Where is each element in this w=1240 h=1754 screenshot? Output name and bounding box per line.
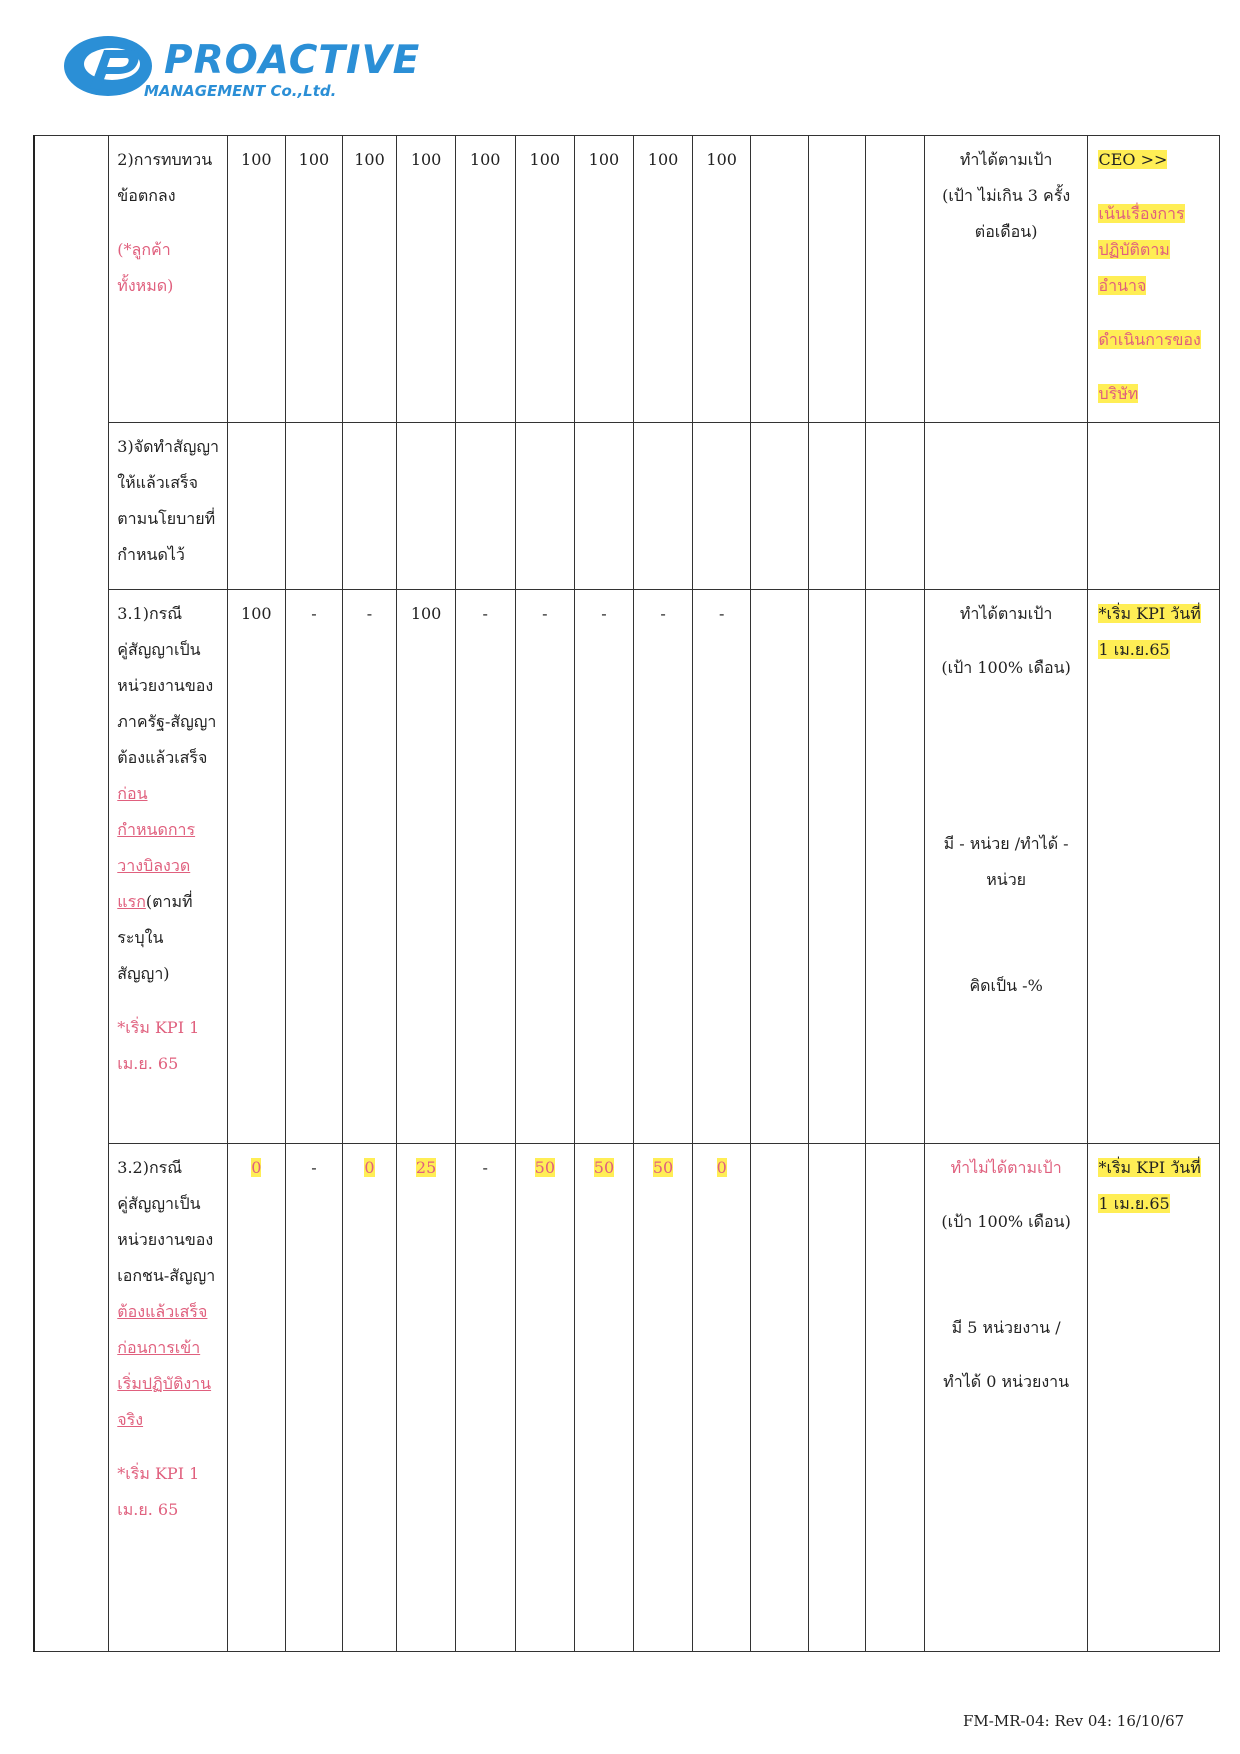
value-cell: 100 [693,136,751,423]
topic-line: กำหนดไว้ [117,545,185,564]
table-row [34,136,1220,423]
value-cell [455,423,515,590]
topic-emphasis: จริง [117,1410,144,1429]
result-line: (เป้า 100% เดือน) [941,1212,1071,1231]
result-line: หน่วย [986,870,1027,889]
value-cell: 100 [397,136,456,423]
value-cell [750,423,808,590]
value-cell: - [286,590,343,1144]
value-cell [342,423,397,590]
result-line: ต่อเดือน) [974,222,1038,241]
form-code: FM-MR-04: Rev 04: 16/10/67 [963,1712,1185,1730]
value-cell: 100 [227,590,286,1144]
note-line: *เริ่ม KPI วันที่ [1098,604,1201,623]
value-cell: - [693,590,751,1144]
topic-line: ระบุใน [117,928,164,947]
topic-cell [109,590,227,1144]
value-cell: - [633,590,693,1144]
result-fail: ทำไม่ได้ตามเป้า [950,1158,1062,1177]
note-cell [1088,423,1220,590]
value-cell: 100 [227,136,286,423]
note-lead: CEO >> [1098,150,1168,169]
value-highlight: 50 [652,1158,674,1177]
topic-line: ข้อตกลง [117,186,176,205]
value-highlight: 25 [415,1158,437,1177]
value-highlight: 0 [716,1158,727,1177]
value-cell [227,423,286,590]
topic-line: ตามนโยบายที่ [117,509,216,528]
blank-category-cell [34,136,109,1652]
topic-emphasis: ต้องแล้วเสร็จ [117,1302,208,1321]
topic-cell [109,1144,227,1652]
value-cell [633,1144,693,1652]
value-highlight: 0 [251,1158,262,1177]
result-cell [924,590,1088,1144]
value-cell: 100 [286,136,343,423]
result-cell [924,136,1088,423]
value-cell [866,136,925,423]
note-line: 1 เม.ย.65 [1098,1194,1170,1213]
value-cell [693,1144,751,1652]
value-cell: 100 [515,136,575,423]
table-row [34,423,1220,590]
kpi-start-note: *เริ่ม KPI 1 [117,1464,200,1483]
note-cell [1088,1144,1220,1652]
note-cell [1088,136,1220,423]
result-line: (เป้า 100% เดือน) [941,658,1071,677]
value-cell [750,590,808,1144]
value-cell [808,1144,866,1652]
topic-line: ให้แล้วเสร็จ [117,473,198,492]
result-line: ทำได้ 0 หน่วยงาน [943,1372,1070,1391]
value-cell [515,1144,575,1652]
topic-line: 3)จัดทำสัญญา [117,437,220,456]
value-cell: 100 [397,590,456,1144]
value-cell: 100 [455,136,515,423]
value-cell: 100 [342,136,397,423]
value-cell: - [455,590,515,1144]
value-cell [397,1144,456,1652]
topic-line: คู่สัญญาเป็น [117,1194,201,1213]
value-cell: - [286,1144,343,1652]
note-line: ดำเนินการของ [1098,330,1201,349]
result-line: ทำได้ตามเป้า [959,150,1053,169]
topic-line: 3.2)กรณี [117,1158,183,1177]
topic-line: หน่วยงานของ [117,1230,214,1249]
company-name: PROACTIVE [164,38,421,83]
value-cell [808,590,866,1144]
value-cell: - [575,590,634,1144]
value-cell [866,590,925,1144]
result-cell [924,423,1088,590]
note-line: *เริ่ม KPI วันที่ [1098,1158,1201,1177]
note-line: ปฏิบัติตาม [1098,240,1170,259]
value-cell [515,423,575,590]
value-cell: 100 [633,136,693,423]
value-cell [866,423,925,590]
value-highlight: 50 [593,1158,615,1177]
value-cell: - [342,590,397,1144]
value-cell [808,423,866,590]
value-cell [808,136,866,423]
value-cell [227,1144,286,1652]
topic-emphasis: ก่อน [117,784,148,803]
value-cell: 100 [575,136,634,423]
note-cell [1088,590,1220,1144]
topic-emphasis: ก่อนการเข้า [117,1338,201,1357]
topic-line: หน่วยงานของ [117,676,214,695]
value-cell: - [515,590,575,1144]
note-line: อำนาจ [1098,276,1147,295]
result-cell [924,1144,1088,1652]
kpi-start-note: *เริ่ม KPI 1 [117,1018,200,1037]
topic-line: ภาครัฐ-สัญญา [117,712,217,731]
value-cell [342,1144,397,1652]
result-line: มี 5 หน่วยงาน / [951,1318,1061,1337]
value-cell [633,423,693,590]
kpi-table [33,135,1220,1652]
topic-emphasis: กำหนดการ [117,820,196,839]
result-line: มี - หน่วย /ทำได้ - [943,834,1069,853]
result-line: (เป้า ไม่เกิน 3 ครั้ง [942,186,1071,205]
topic-note: (*ลูกค้า [117,240,171,259]
note-line: บริษัท [1098,384,1139,403]
table-row [34,590,1220,1144]
value-cell [575,1144,634,1652]
topic-cell [109,136,227,423]
value-cell [750,136,808,423]
value-highlight: 50 [534,1158,555,1177]
topic-note: ทั้งหมด) [117,276,174,295]
topic-line: 2)การทบทวน [117,150,213,169]
topic-line: ต้องแล้วเสร็จ [117,748,208,767]
company-subtitle: MANAGEMENT Co.,Ltd. [144,82,337,100]
table-row [34,1144,1220,1652]
result-line: ทำได้ตามเป้า [959,604,1053,623]
note-line: 1 เม.ย.65 [1098,640,1170,659]
kpi-start-note: เม.ย. 65 [117,1054,179,1073]
value-cell [750,1144,808,1652]
result-line: คิดเป็น -% [969,976,1043,995]
value-cell: - [455,1144,515,1652]
topic-emphasis: วางบิลงวด [117,856,191,875]
topic-emphasis: เริ่มปฏิบัติงาน [117,1374,212,1393]
topic-line: เอกชน-สัญญา [117,1266,216,1285]
topic-line: สัญญา) [117,964,170,983]
note-line: เน้นเรื่องการ [1098,204,1185,223]
company-logo [60,28,421,108]
topic-emphasis: แรก [117,892,146,911]
value-cell [575,423,634,590]
topic-line: คู่สัญญาเป็น [117,640,201,659]
value-cell [286,423,343,590]
value-cell [397,423,456,590]
topic-line: (ตามที่ [145,892,193,911]
value-cell [866,1144,925,1652]
topic-line: 3.1)กรณี [117,604,183,623]
kpi-start-note: เม.ย. 65 [117,1500,179,1519]
value-highlight: 0 [364,1158,375,1177]
topic-cell [109,423,227,590]
value-cell [693,423,751,590]
